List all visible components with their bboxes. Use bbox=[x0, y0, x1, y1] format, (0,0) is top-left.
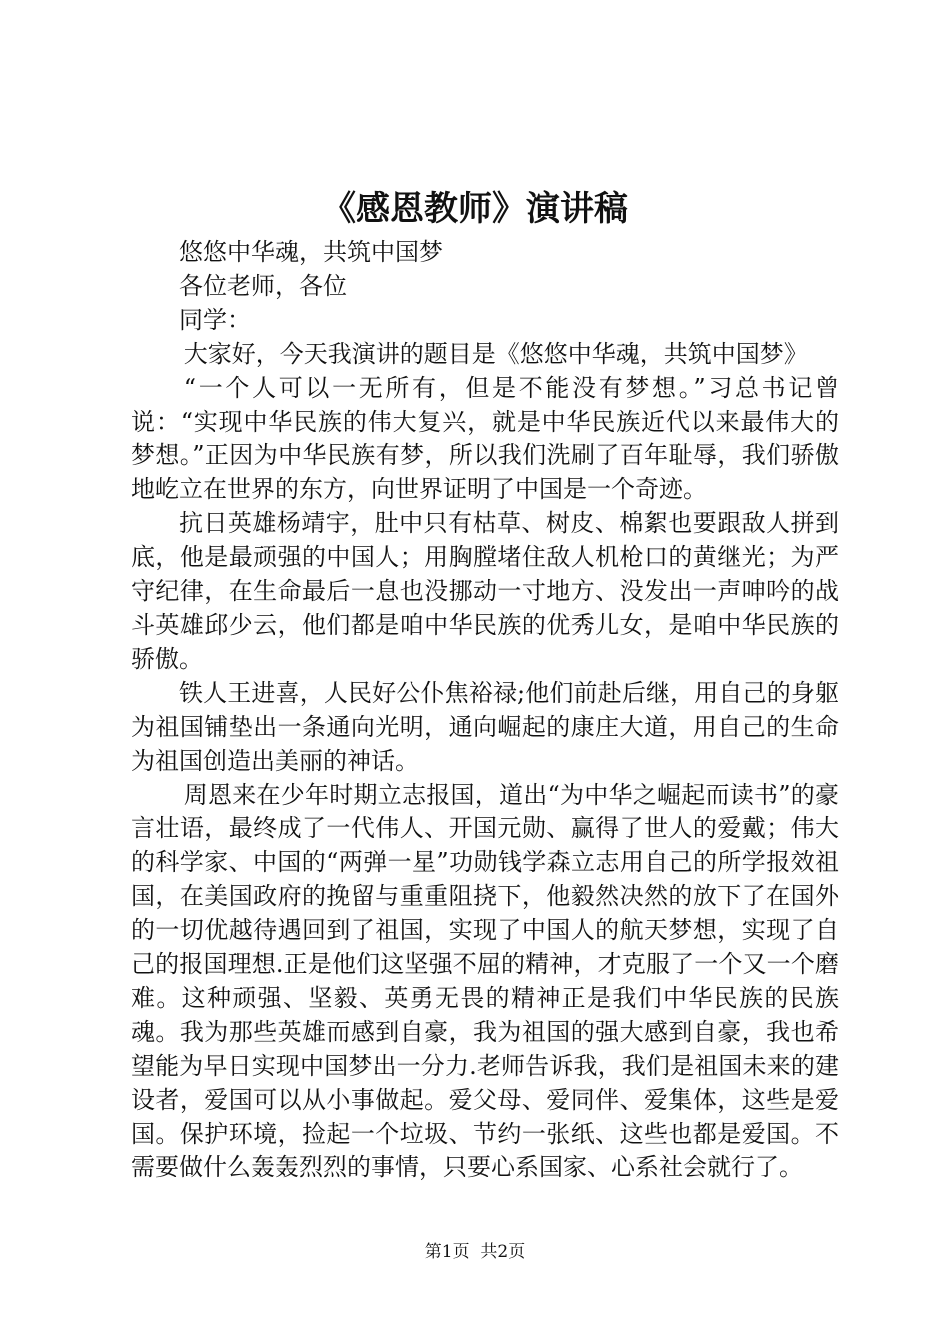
paragraph-subtitle: 悠悠中华魂，共筑中国梦 bbox=[179, 238, 443, 266]
paragraph-greeting-cont: 同学： bbox=[179, 305, 251, 334]
page-number-label: 第1页 共2页 bbox=[424, 1242, 526, 1262]
paragraph-ironman: 铁人王进喜，人民好公仆焦裕禄;他们前赴后继，用自己的身躯为祖国铺垫出一条通向光明，通向崛起的康庄大道，用自己的生命为祖国创造出美丽的神话。 bbox=[131, 678, 839, 775]
paragraph-greeting: 各位老师，各位 bbox=[179, 271, 347, 300]
document-title: 《感恩教师》演讲稿 bbox=[322, 189, 628, 229]
paragraph-heroes: 抗日英雄杨靖宇，肚中只有枯草、树皮、棉絮也要跟敌人拼到底，他是最顽强的中国人；用胸膛堵住敌人机枪口的黄继光；为严守纪律，在生命最后一息也没挪动一寸地方、没发出一声呻吟的战斗英雄邱少云，他们都是咱中华民族的优秀儿女，是咱中华民族的骄傲。 bbox=[131, 509, 839, 673]
paragraph-zhou-enlai: 周恩来在少年时期立志报国，道出“为中华之崛起而读书”的豪言壮语，最终成了一代伟人、开国元勋、赢得了世人的爱戴；伟大的科学家、中国的“两弹一星”功勋钱学森立志用自己的所学报效祖国，在美国政府的挽留与重重阻挠下，他毅然决然的放下了在国外的一切优越待遇回到了祖国，实现了中国人的航天梦想，实现了自己的报国理想.正是他们这坚强不屈的精神，才克服了一个又一个磨难。这种顽强、坚毅、英勇无畏的精神正是我们中华民族的民族魂。我为那些英雄而感到自豪，我为祖国的强大感到自豪，我也希望能为早日实现中国梦出一分力.老师告诉我，我们是祖国未来的建设者，爱国可以从小事做起。爱父母、爱同伴、爱集体，这些是爱国。保护环境，捡起一个垃圾、节约一张纸、这些也都是爱国。不需要做什么轰轰烈烈的事情，只要心系国家、心系社会就行了。 bbox=[131, 780, 839, 1182]
page-footer bbox=[0, 1240, 950, 1264]
document-body bbox=[131, 236, 839, 1185]
paragraph-dream-quote: “一个人可以一无所有，但是不能没有梦想。”习总书记曾说：“实现中华民族的伟大复兴，就是中华民族近代以来最伟大的梦想。”正因为中华民族有梦，所以我们洗刷了百年耻辱，我们骄傲地屹立在世界的东方，向世界证明了中国是一个奇迹。 bbox=[131, 373, 839, 504]
paragraph-intro: 大家好，今天我演讲的题目是《悠悠中华魂，共筑中国梦》 bbox=[183, 339, 808, 368]
